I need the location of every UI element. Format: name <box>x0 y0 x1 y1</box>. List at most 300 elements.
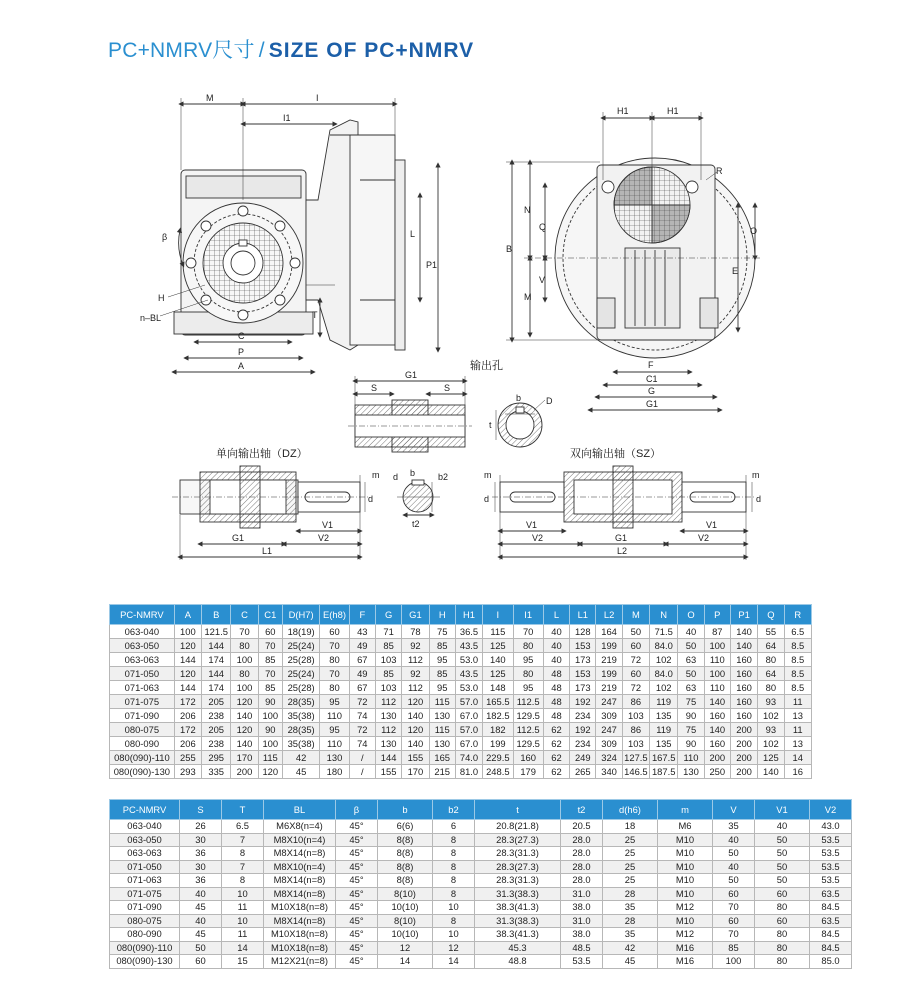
column-header: N <box>650 605 678 625</box>
dim-label-hole-G1: G1 <box>405 370 418 380</box>
table-cell: M10X18(n=8) <box>264 901 336 915</box>
table-cell: 8(10) <box>378 914 433 928</box>
table-cell: 119 <box>650 723 678 737</box>
table-cell: 28.0 <box>561 833 603 847</box>
column-header: P <box>704 605 730 625</box>
table-cell: 249 <box>570 751 596 765</box>
table-cell: 80 <box>758 681 784 695</box>
table-cell: 31.3(38.3) <box>475 914 561 928</box>
table-cell: 92 <box>402 667 429 681</box>
table-cell: 40 <box>713 833 755 847</box>
dim-label-N: N <box>524 205 531 215</box>
table-cell: 38.3(41.3) <box>475 901 561 915</box>
table-cell: 48 <box>543 681 569 695</box>
table-cell: 20.8(21.8) <box>475 820 561 834</box>
table-cell: 8.5 <box>784 653 811 667</box>
dim-label-sz-L2: L2 <box>617 546 628 556</box>
table-cell: 42 <box>282 751 319 765</box>
dim-label-hole-D: D <box>546 396 553 406</box>
table-cell: / <box>349 751 375 765</box>
column-header: G <box>375 605 401 625</box>
table-cell: 173 <box>570 653 596 667</box>
table-cell: 75 <box>678 723 704 737</box>
table-cell: 063-063 <box>110 847 180 861</box>
column-header: T <box>222 800 264 820</box>
table-cell: 45° <box>336 860 378 874</box>
dim-label-nBL: n–BL <box>140 313 162 323</box>
table-cell: 43.5 <box>455 667 482 681</box>
table-row <box>110 887 852 901</box>
table-cell: 219 <box>596 653 622 667</box>
dim-label-P1: P1 <box>426 260 438 270</box>
table-cell: 25 <box>603 874 658 888</box>
table-cell: 247 <box>596 695 622 709</box>
table-cell: 238 <box>202 709 231 723</box>
table-cell: 125 <box>483 639 513 653</box>
table-cell: 25 <box>603 833 658 847</box>
table-cell: 28(35) <box>282 695 319 709</box>
table-cell: 144 <box>202 667 231 681</box>
table-cell: 148 <box>483 681 513 695</box>
table-cell: M8X14(n=8) <box>264 847 336 861</box>
table-cell: 45 <box>282 765 319 779</box>
table-cell: 70 <box>320 667 349 681</box>
table-cell: 90 <box>258 695 282 709</box>
table-cell: M6X8(n=4) <box>264 820 336 834</box>
table-cell: M16 <box>658 941 713 955</box>
table-cell: M10 <box>658 833 713 847</box>
table-cell: 45° <box>336 928 378 942</box>
table-cell: 45° <box>336 955 378 969</box>
table-cell: 36.5 <box>455 625 482 639</box>
table-cell: 43 <box>349 625 375 639</box>
table-cell: 115 <box>258 751 282 765</box>
table-cell: 85 <box>258 653 282 667</box>
table-cell: 112.5 <box>513 695 543 709</box>
table-cell: 160 <box>704 709 730 723</box>
table-cell: 86 <box>622 695 649 709</box>
table-cell: 112 <box>402 653 429 667</box>
table-cell: 45° <box>336 941 378 955</box>
table-cell: 144 <box>174 681 201 695</box>
table-cell: 8 <box>433 887 475 901</box>
table-cell: 11 <box>784 695 811 709</box>
table-cell: 28 <box>603 914 658 928</box>
table-cell: 071-050 <box>110 860 180 874</box>
table-cell: 135 <box>650 737 678 751</box>
table-cell: 127.5 <box>624 751 648 763</box>
table-cell: 67.0 <box>455 709 482 723</box>
table-cell: 60 <box>622 667 649 681</box>
column-header: G1 <box>402 605 429 625</box>
table-cell: 20.5 <box>561 820 603 834</box>
table-cell: 84.0 <box>650 639 678 653</box>
table-2-header-row <box>110 800 852 820</box>
table-cell: 38.0 <box>561 928 603 942</box>
table-cell: 172 <box>174 723 201 737</box>
table-cell: 140 <box>704 695 730 709</box>
table-cell: 248.5 <box>483 765 513 779</box>
table-cell: 16 <box>784 765 811 779</box>
table-cell: 199 <box>483 737 513 751</box>
table-cell: 57.0 <box>455 695 482 709</box>
table-cell: 67 <box>349 653 375 667</box>
table-cell: 100 <box>704 667 730 681</box>
table-cell: 265 <box>570 765 596 779</box>
table-cell: 50 <box>678 667 704 681</box>
table-cell: 063-063 <box>110 653 175 667</box>
table-cell: 192 <box>570 695 596 709</box>
table-cell: 92 <box>402 639 429 653</box>
table-cell: 115 <box>429 723 455 737</box>
table-cell: 160 <box>730 667 757 681</box>
table-cell: 160 <box>730 695 757 709</box>
column-header: d(h6) <box>603 800 658 820</box>
table-cell: 48 <box>543 709 569 723</box>
table-row <box>110 928 852 942</box>
table-cell: 35 <box>713 820 755 834</box>
table-cell: 42 <box>603 941 658 955</box>
column-header: V1 <box>755 800 810 820</box>
table-cell: 84.5 <box>810 901 852 915</box>
table-cell: 110 <box>320 709 349 723</box>
table-cell: 340 <box>596 765 622 779</box>
table-cell: 187.5 <box>650 765 678 779</box>
table-cell: 45 <box>180 928 222 942</box>
dim-label-sz-V2a: V2 <box>532 533 544 543</box>
table-row <box>110 955 852 969</box>
dim-label-H1b: H1 <box>667 106 679 116</box>
table-cell: 67 <box>349 681 375 695</box>
table-cell: 200 <box>730 751 757 765</box>
table-cell: 80 <box>231 639 258 653</box>
table-cell: 12 <box>433 941 475 955</box>
table-cell: 11 <box>222 901 264 915</box>
table-cell: 080(090)-130 <box>110 765 175 779</box>
table-cell: 49 <box>349 667 375 681</box>
table-cell: 74.0 <box>455 751 482 765</box>
table-cell: M8X10(n=4) <box>264 833 336 847</box>
table-cell: 14 <box>378 955 433 969</box>
table-row <box>110 751 812 765</box>
table-cell: 40 <box>755 820 810 834</box>
column-header: m <box>658 800 713 820</box>
dim-label-hole-S1: S <box>371 383 378 393</box>
column-header: L <box>543 605 569 625</box>
table-cell: 164 <box>596 625 622 639</box>
table-cell: M8X10(n=4) <box>264 860 336 874</box>
table-cell: 10 <box>222 914 264 928</box>
table-cell: 45° <box>336 914 378 928</box>
table-cell: 75 <box>429 625 455 639</box>
table-cell: 160 <box>730 681 757 695</box>
table-cell: 80 <box>755 955 810 969</box>
table-cell: 10(10) <box>378 928 433 942</box>
table-cell: 28.3(27.3) <box>475 860 561 874</box>
table-cell: 080-075 <box>110 914 180 928</box>
table-cell: 45° <box>336 874 378 888</box>
table-row <box>110 765 812 779</box>
table-cell: 110 <box>704 681 730 695</box>
table-cell: 121.5 <box>202 625 231 639</box>
table-cell: 120 <box>174 667 201 681</box>
table-cell: 53.0 <box>455 681 482 695</box>
table-cell: 53.5 <box>810 847 852 861</box>
column-header: B <box>202 605 231 625</box>
table-cell: 36 <box>180 847 222 861</box>
table-cell: 140 <box>231 737 258 751</box>
table-cell: 40 <box>543 653 569 667</box>
table-cell: 50 <box>755 833 810 847</box>
table-cell: 071-075 <box>110 695 175 709</box>
table-cell: 8(8) <box>378 847 433 861</box>
table-cell: 100 <box>231 681 258 695</box>
column-header: I <box>483 605 513 625</box>
table-cell: 70 <box>320 639 349 653</box>
table-cell: M8X14(n=8) <box>264 914 336 928</box>
table-cell: 40 <box>543 625 569 639</box>
table-cell: 38.0 <box>561 901 603 915</box>
table-cell: 182 <box>483 723 513 737</box>
table-cell: 179 <box>513 765 543 779</box>
table-cell: 199 <box>596 639 622 653</box>
table-cell: M10 <box>658 847 713 861</box>
table-cell: 35(38) <box>282 737 319 751</box>
table-cell: 173 <box>570 681 596 695</box>
dim-label-A: A <box>238 361 245 371</box>
table-cell: 219 <box>596 681 622 695</box>
title-en: SIZE OF PC+NMRV <box>268 39 475 62</box>
title-separator: / <box>258 39 265 62</box>
column-header: C <box>231 605 258 625</box>
table-cell: 45° <box>336 833 378 847</box>
table-cell: 080(090)-110 <box>110 751 175 765</box>
table-cell: 153 <box>570 639 596 653</box>
table-cell: 31.3(38.3) <box>475 887 561 901</box>
table-cell: 74 <box>349 709 375 723</box>
table-cell: 60 <box>320 625 349 639</box>
table-cell: 335 <box>202 765 231 779</box>
table-cell: 90 <box>678 709 704 723</box>
table-cell: 70 <box>258 667 282 681</box>
table-cell: 70 <box>713 928 755 942</box>
table-cell: 49 <box>349 639 375 653</box>
table-cell: 81.0 <box>455 765 482 779</box>
table-cell: 85 <box>429 667 455 681</box>
dim-label-I: I <box>316 93 319 103</box>
table-cell: 140 <box>758 765 784 779</box>
table-cell: 38.3(41.3) <box>475 928 561 942</box>
table-cell: 62 <box>543 751 569 765</box>
table-cell: 234 <box>570 737 596 751</box>
table-cell: 85 <box>375 639 401 653</box>
table-cell: 120 <box>258 765 282 779</box>
table-cell: 174 <box>202 681 231 695</box>
table-cell: 78 <box>402 625 429 639</box>
table-cell: 50 <box>755 874 810 888</box>
table-cell: 206 <box>174 709 201 723</box>
table-cell: 140 <box>231 709 258 723</box>
table-cell: 25(28) <box>282 681 319 695</box>
column-header: L2 <box>596 605 622 625</box>
column-header: A <box>174 605 201 625</box>
table-cell: 8 <box>433 847 475 861</box>
table-cell: 53.0 <box>455 653 482 667</box>
table-cell: 130 <box>375 737 401 751</box>
table-cell: 50 <box>713 874 755 888</box>
column-header: b2 <box>433 800 475 820</box>
table-cell: 53.5 <box>810 874 852 888</box>
table-cell: 25 <box>603 860 658 874</box>
table-cell: 28(35) <box>282 723 319 737</box>
table-cell: 6.5 <box>222 820 264 834</box>
column-header: P1 <box>730 605 757 625</box>
table-cell: 100 <box>231 653 258 667</box>
table-cell: 167.5 <box>650 751 678 765</box>
table-cell: 43.0 <box>810 820 852 834</box>
table-cell: 57.0 <box>455 723 482 737</box>
table-cell: 129.5 <box>513 709 543 723</box>
dim-label-H1a: H1 <box>617 106 629 116</box>
table-cell: 130 <box>678 765 704 779</box>
table-cell: 103 <box>375 681 401 695</box>
table-cell: 110 <box>704 653 730 667</box>
table-row <box>110 639 812 653</box>
table-cell: 229.5 <box>483 751 513 765</box>
table-cell: 93 <box>758 695 784 709</box>
dim-label-G1: G1 <box>646 399 659 409</box>
table-cell: 80 <box>320 653 349 667</box>
table-row <box>110 625 812 639</box>
column-header: V <box>713 800 755 820</box>
table-cell: 120 <box>174 639 201 653</box>
table-cell: M10X18(n=8) <box>264 941 336 955</box>
table-cell: 309 <box>596 709 622 723</box>
dim-label-B: B <box>506 244 513 254</box>
dim-label-C: C <box>238 331 245 341</box>
column-header: PC-NMRV <box>110 605 175 625</box>
table-cell: 103 <box>622 709 649 723</box>
table-cell: M12X21(n=8) <box>264 955 336 969</box>
table-cell: 45° <box>336 820 378 834</box>
dim-label-T: T <box>312 310 318 320</box>
table-cell: 18 <box>603 820 658 834</box>
table-cell: 6 <box>433 820 475 834</box>
table-cell: 112 <box>375 695 401 709</box>
table-cell: 15 <box>222 955 264 969</box>
table-cell: 110 <box>678 751 704 765</box>
column-header: C1 <box>258 605 282 625</box>
table-cell: 080-090 <box>110 928 180 942</box>
dim-label-sz-V2b: V2 <box>698 533 710 543</box>
table-cell: 71 <box>375 625 401 639</box>
dimension-table-1 <box>109 604 812 779</box>
table-cell: 250 <box>704 765 730 779</box>
table-cell: 182.5 <box>483 709 513 723</box>
single-shaft-drawing <box>172 466 440 560</box>
table-cell: 172 <box>174 695 201 709</box>
dim-label-dz-d: d <box>368 494 374 504</box>
table-cell: 144 <box>174 653 201 667</box>
table-cell: 103 <box>375 653 401 667</box>
table-cell: 40 <box>180 887 222 901</box>
dim-label-sz-d2: d <box>756 494 762 504</box>
table-cell: 129.5 <box>513 737 543 751</box>
table-cell: 6(6) <box>378 820 433 834</box>
table-cell: 155 <box>402 751 429 765</box>
table-cell: 40 <box>713 860 755 874</box>
table-row <box>110 833 852 847</box>
dim-label-hole-t: t <box>489 420 492 430</box>
table-cell: 071-063 <box>110 681 175 695</box>
table-cell: 80 <box>755 941 810 955</box>
table-cell: 60 <box>713 914 755 928</box>
table-cell: 13 <box>784 709 811 723</box>
dim-label-sz-d1: d <box>484 494 490 504</box>
table-cell: 72 <box>622 681 649 695</box>
dim-label-sz-V1b: V1 <box>706 520 718 530</box>
table-row <box>110 820 852 834</box>
table-cell: 84.5 <box>810 928 852 942</box>
table-cell: 170 <box>402 765 429 779</box>
table-cell: 103 <box>622 737 649 751</box>
table-row <box>110 681 812 695</box>
column-header: M <box>622 605 649 625</box>
table-cell: 62 <box>543 765 569 779</box>
table-cell: 95 <box>320 723 349 737</box>
table-row <box>110 847 852 861</box>
table-cell: M10 <box>658 874 713 888</box>
dim-label-dz-b: b <box>410 468 416 478</box>
column-header: Q <box>758 605 784 625</box>
table-cell: 95 <box>513 681 543 695</box>
table-cell: 8 <box>433 874 475 888</box>
column-header: S <box>180 800 222 820</box>
table-cell: 8 <box>222 874 264 888</box>
table-cell: 84.5 <box>810 941 852 955</box>
table-cell: 64 <box>758 639 784 653</box>
table-cell: 115 <box>483 625 513 639</box>
table-cell: 80 <box>755 928 810 942</box>
column-header: F <box>349 605 375 625</box>
table-cell: 70 <box>231 625 258 639</box>
table-cell: 72 <box>349 695 375 709</box>
table-cell: 153 <box>570 667 596 681</box>
table-cell: 43.5 <box>455 639 482 653</box>
column-header: I1 <box>513 605 543 625</box>
table-cell: 28.3(31.3) <box>475 847 561 861</box>
table-cell: 48 <box>543 695 569 709</box>
dim-label-sz-m2: m <box>752 470 760 480</box>
table-cell: 86 <box>622 723 649 737</box>
table-cell: 112.5 <box>513 723 543 737</box>
table-cell: 295 <box>202 751 231 765</box>
table-cell: 7 <box>222 860 264 874</box>
table-cell: 85 <box>258 681 282 695</box>
table-cell: 28 <box>603 887 658 901</box>
table-cell: 93 <box>758 723 784 737</box>
table-row <box>110 860 852 874</box>
table-cell: 215 <box>429 765 455 779</box>
table-cell: 50 <box>180 941 222 955</box>
table-cell: 26 <box>180 820 222 834</box>
dim-label-F: F <box>648 360 654 370</box>
dim-label-dz-m: m <box>372 470 380 480</box>
column-header: V2 <box>810 800 852 820</box>
table-cell: 48.5 <box>561 941 603 955</box>
front-view <box>160 98 438 372</box>
table-cell: M10 <box>658 887 713 901</box>
